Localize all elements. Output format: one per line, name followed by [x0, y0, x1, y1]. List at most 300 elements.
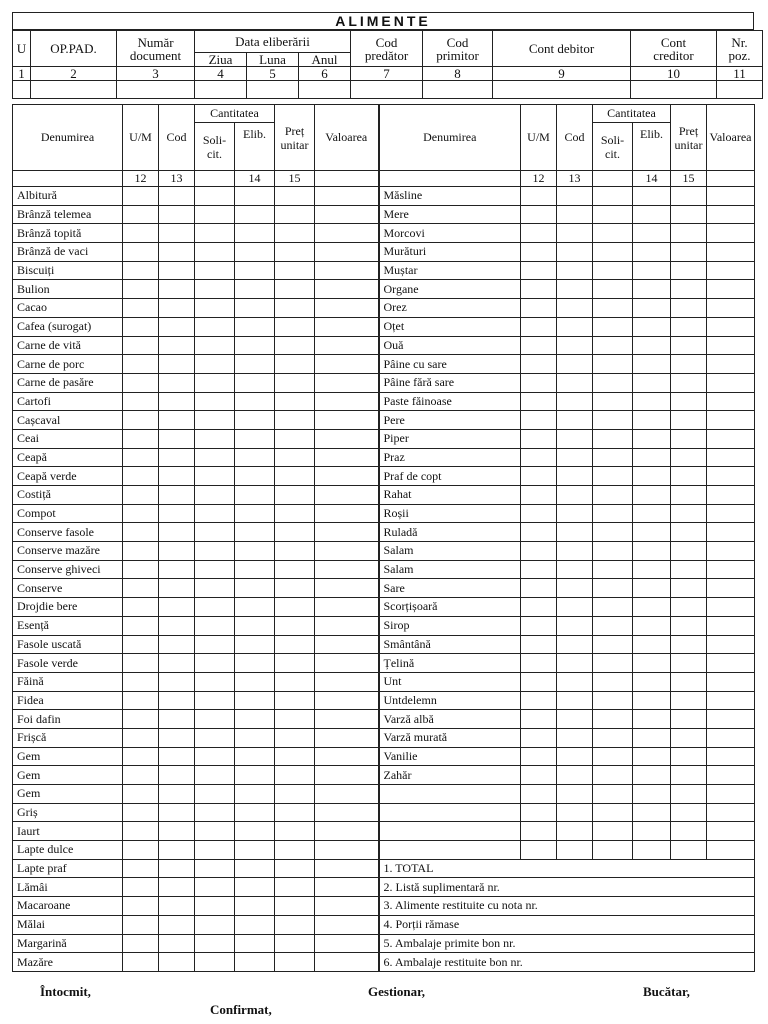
entry-cell[interactable]	[633, 355, 671, 374]
entry-cell[interactable]	[557, 728, 593, 747]
entry-cell[interactable]	[235, 187, 275, 206]
entry-cell[interactable]	[633, 392, 671, 411]
entry-cell[interactable]	[315, 710, 379, 729]
entry-cell[interactable]	[557, 542, 593, 561]
entry-cell[interactable]	[671, 635, 707, 654]
entry-cell[interactable]	[275, 803, 315, 822]
entry-cell[interactable]	[195, 542, 235, 561]
entry-cell[interactable]	[123, 355, 159, 374]
entry-cell[interactable]	[235, 841, 275, 860]
entry-cell[interactable]	[275, 579, 315, 598]
entry-cell[interactable]	[707, 598, 755, 617]
entry-cell[interactable]	[235, 822, 275, 841]
entry-cell[interactable]	[593, 766, 633, 785]
entry-cell[interactable]	[159, 747, 195, 766]
entry-cell[interactable]	[159, 915, 195, 934]
entry-cell[interactable]	[159, 953, 195, 972]
entry-cell[interactable]	[521, 429, 557, 448]
entry-cell[interactable]	[195, 897, 235, 916]
entry-cell[interactable]	[633, 336, 671, 355]
entry-cell[interactable]	[315, 953, 379, 972]
entry-cell[interactable]	[717, 81, 763, 99]
entry-cell[interactable]	[557, 766, 593, 785]
entry-cell[interactable]	[159, 299, 195, 318]
entry-cell[interactable]	[235, 915, 275, 934]
entry-cell[interactable]	[707, 504, 755, 523]
entry-cell[interactable]	[159, 598, 195, 617]
entry-cell[interactable]	[159, 859, 195, 878]
entry-cell[interactable]	[123, 672, 159, 691]
entry-cell[interactable]	[315, 747, 379, 766]
entry-cell[interactable]	[493, 81, 631, 99]
entry-cell[interactable]	[593, 598, 633, 617]
entry-cell[interactable]	[707, 261, 755, 280]
entry-cell[interactable]	[707, 654, 755, 673]
entry-cell[interactable]	[521, 841, 557, 860]
entry-cell[interactable]	[159, 523, 195, 542]
entry-cell[interactable]	[123, 579, 159, 598]
entry-cell[interactable]	[159, 542, 195, 561]
entry-cell[interactable]	[593, 579, 633, 598]
entry-cell[interactable]	[275, 317, 315, 336]
entry-cell[interactable]	[593, 616, 633, 635]
entry-cell[interactable]	[315, 934, 379, 953]
entry-cell[interactable]	[633, 280, 671, 299]
entry-cell[interactable]	[315, 373, 379, 392]
entry-cell[interactable]	[195, 878, 235, 897]
entry-cell[interactable]	[671, 429, 707, 448]
entry-cell[interactable]	[123, 467, 159, 486]
entry-cell[interactable]	[707, 411, 755, 430]
entry-cell[interactable]	[275, 710, 315, 729]
entry-cell[interactable]	[159, 280, 195, 299]
entry-cell[interactable]	[631, 81, 717, 99]
entry-cell[interactable]	[159, 467, 195, 486]
entry-cell[interactable]	[195, 803, 235, 822]
entry-cell[interactable]	[707, 299, 755, 318]
entry-cell[interactable]	[123, 243, 159, 262]
entry-cell[interactable]	[671, 448, 707, 467]
entry-cell[interactable]	[195, 373, 235, 392]
entry-cell[interactable]	[195, 654, 235, 673]
entry-cell[interactable]	[315, 654, 379, 673]
entry-cell[interactable]	[315, 579, 379, 598]
entry-cell[interactable]	[275, 672, 315, 691]
entry-cell[interactable]	[593, 504, 633, 523]
entry-cell[interactable]	[235, 486, 275, 505]
entry-cell[interactable]	[275, 486, 315, 505]
entry-cell[interactable]	[633, 504, 671, 523]
entry-cell[interactable]	[423, 81, 493, 99]
entry-cell[interactable]	[633, 691, 671, 710]
entry-cell[interactable]	[275, 728, 315, 747]
entry-cell[interactable]	[671, 392, 707, 411]
entry-cell[interactable]	[13, 81, 31, 99]
entry-cell[interactable]	[557, 560, 593, 579]
entry-cell[interactable]	[315, 429, 379, 448]
entry-cell[interactable]	[593, 486, 633, 505]
entry-cell[interactable]	[315, 766, 379, 785]
entry-cell[interactable]	[235, 224, 275, 243]
entry-cell[interactable]	[195, 672, 235, 691]
entry-cell[interactable]	[235, 747, 275, 766]
entry-cell[interactable]	[123, 373, 159, 392]
entry-cell[interactable]	[521, 747, 557, 766]
entry-cell[interactable]	[299, 81, 351, 99]
entry-cell[interactable]	[195, 355, 235, 374]
entry-cell[interactable]	[671, 355, 707, 374]
entry-cell[interactable]	[275, 280, 315, 299]
entry-cell[interactable]	[671, 766, 707, 785]
entry-cell[interactable]	[557, 504, 593, 523]
entry-cell[interactable]	[195, 336, 235, 355]
entry-cell[interactable]	[235, 523, 275, 542]
entry-cell[interactable]	[159, 822, 195, 841]
entry-cell[interactable]	[275, 953, 315, 972]
entry-cell[interactable]	[557, 224, 593, 243]
entry-cell[interactable]	[235, 542, 275, 561]
entry-cell[interactable]	[593, 635, 633, 654]
entry-cell[interactable]	[159, 672, 195, 691]
entry-cell[interactable]	[195, 859, 235, 878]
entry-cell[interactable]	[159, 243, 195, 262]
entry-cell[interactable]	[593, 691, 633, 710]
entry-cell[interactable]	[275, 635, 315, 654]
entry-cell[interactable]	[235, 878, 275, 897]
entry-cell[interactable]	[195, 747, 235, 766]
entry-cell[interactable]	[521, 336, 557, 355]
entry-cell[interactable]	[123, 336, 159, 355]
entry-cell[interactable]	[195, 579, 235, 598]
entry-cell[interactable]	[275, 897, 315, 916]
entry-cell[interactable]	[275, 654, 315, 673]
entry-cell[interactable]	[557, 785, 593, 804]
entry-cell[interactable]	[123, 915, 159, 934]
entry-cell[interactable]	[521, 616, 557, 635]
entry-cell[interactable]	[707, 448, 755, 467]
entry-cell[interactable]	[707, 822, 755, 841]
entry-cell[interactable]	[557, 654, 593, 673]
entry-cell[interactable]	[633, 261, 671, 280]
entry-cell[interactable]	[275, 878, 315, 897]
entry-cell[interactable]	[707, 317, 755, 336]
entry-cell[interactable]	[275, 373, 315, 392]
entry-cell[interactable]	[557, 486, 593, 505]
entry-cell[interactable]	[235, 691, 275, 710]
entry-cell[interactable]	[671, 785, 707, 804]
entry-cell[interactable]	[315, 897, 379, 916]
entry-cell[interactable]	[521, 392, 557, 411]
entry-cell[interactable]	[633, 654, 671, 673]
entry-cell[interactable]	[593, 710, 633, 729]
entry-cell[interactable]	[123, 205, 159, 224]
entry-cell[interactable]	[707, 486, 755, 505]
entry-cell[interactable]	[315, 560, 379, 579]
entry-cell[interactable]	[557, 841, 593, 860]
entry-cell[interactable]	[521, 672, 557, 691]
entry-cell[interactable]	[315, 392, 379, 411]
entry-cell[interactable]	[633, 429, 671, 448]
entry-cell[interactable]	[275, 859, 315, 878]
entry-cell[interactable]	[557, 187, 593, 206]
entry-cell[interactable]	[593, 467, 633, 486]
entry-cell[interactable]	[235, 560, 275, 579]
entry-cell[interactable]	[275, 448, 315, 467]
entry-cell[interactable]	[195, 841, 235, 860]
entry-cell[interactable]	[123, 486, 159, 505]
entry-cell[interactable]	[671, 299, 707, 318]
entry-cell[interactable]	[633, 187, 671, 206]
entry-cell[interactable]	[593, 187, 633, 206]
entry-cell[interactable]	[123, 280, 159, 299]
entry-cell[interactable]	[123, 598, 159, 617]
entry-cell[interactable]	[593, 336, 633, 355]
entry-cell[interactable]	[159, 635, 195, 654]
entry-cell[interactable]	[633, 822, 671, 841]
entry-cell[interactable]	[633, 411, 671, 430]
entry-cell[interactable]	[557, 205, 593, 224]
entry-cell[interactable]	[707, 373, 755, 392]
entry-cell[interactable]	[557, 373, 593, 392]
entry-cell[interactable]	[275, 822, 315, 841]
entry-cell[interactable]	[159, 691, 195, 710]
entry-cell[interactable]	[521, 560, 557, 579]
entry-cell[interactable]	[275, 766, 315, 785]
entry-cell[interactable]	[593, 841, 633, 860]
entry-cell[interactable]	[593, 747, 633, 766]
entry-cell[interactable]	[557, 691, 593, 710]
entry-cell[interactable]	[315, 317, 379, 336]
entry-cell[interactable]	[671, 504, 707, 523]
entry-cell[interactable]	[707, 747, 755, 766]
entry-cell[interactable]	[235, 261, 275, 280]
entry-cell[interactable]	[159, 355, 195, 374]
entry-cell[interactable]	[195, 822, 235, 841]
entry-cell[interactable]	[521, 654, 557, 673]
entry-cell[interactable]	[123, 953, 159, 972]
entry-cell[interactable]	[593, 429, 633, 448]
entry-cell[interactable]	[195, 205, 235, 224]
entry-cell[interactable]	[351, 81, 423, 99]
entry-cell[interactable]	[235, 243, 275, 262]
entry-cell[interactable]	[671, 579, 707, 598]
entry-cell[interactable]	[123, 710, 159, 729]
entry-cell[interactable]	[707, 243, 755, 262]
entry-cell[interactable]	[315, 542, 379, 561]
entry-cell[interactable]	[671, 486, 707, 505]
entry-cell[interactable]	[521, 822, 557, 841]
entry-cell[interactable]	[195, 934, 235, 953]
entry-cell[interactable]	[671, 280, 707, 299]
entry-cell[interactable]	[275, 243, 315, 262]
entry-cell[interactable]	[315, 822, 379, 841]
entry-cell[interactable]	[315, 598, 379, 617]
entry-cell[interactable]	[159, 261, 195, 280]
entry-cell[interactable]	[195, 299, 235, 318]
entry-cell[interactable]	[521, 691, 557, 710]
entry-cell[interactable]	[593, 560, 633, 579]
entry-cell[interactable]	[707, 467, 755, 486]
entry-cell[interactable]	[275, 598, 315, 617]
entry-cell[interactable]	[123, 523, 159, 542]
entry-cell[interactable]	[315, 243, 379, 262]
entry-cell[interactable]	[159, 560, 195, 579]
entry-cell[interactable]	[123, 878, 159, 897]
entry-cell[interactable]	[123, 654, 159, 673]
entry-cell[interactable]	[235, 504, 275, 523]
entry-cell[interactable]	[671, 373, 707, 392]
entry-cell[interactable]	[593, 205, 633, 224]
entry-cell[interactable]	[593, 317, 633, 336]
entry-cell[interactable]	[593, 803, 633, 822]
entry-cell[interactable]	[159, 654, 195, 673]
entry-cell[interactable]	[31, 81, 117, 99]
entry-cell[interactable]	[593, 261, 633, 280]
entry-cell[interactable]	[123, 897, 159, 916]
entry-cell[interactable]	[521, 766, 557, 785]
entry-cell[interactable]	[235, 429, 275, 448]
entry-cell[interactable]	[521, 579, 557, 598]
entry-cell[interactable]	[159, 486, 195, 505]
entry-cell[interactable]	[235, 467, 275, 486]
entry-cell[interactable]	[593, 243, 633, 262]
entry-cell[interactable]	[671, 710, 707, 729]
entry-cell[interactable]	[593, 411, 633, 430]
entry-cell[interactable]	[195, 317, 235, 336]
entry-cell[interactable]	[521, 728, 557, 747]
entry-cell[interactable]	[315, 523, 379, 542]
entry-cell[interactable]	[557, 261, 593, 280]
entry-cell[interactable]	[633, 467, 671, 486]
entry-cell[interactable]	[633, 616, 671, 635]
entry-cell[interactable]	[315, 728, 379, 747]
entry-cell[interactable]	[123, 766, 159, 785]
entry-cell[interactable]	[159, 187, 195, 206]
entry-cell[interactable]	[195, 467, 235, 486]
entry-cell[interactable]	[671, 224, 707, 243]
entry-cell[interactable]	[633, 635, 671, 654]
entry-cell[interactable]	[671, 187, 707, 206]
entry-cell[interactable]	[707, 728, 755, 747]
entry-cell[interactable]	[593, 299, 633, 318]
entry-cell[interactable]	[315, 635, 379, 654]
entry-cell[interactable]	[195, 560, 235, 579]
entry-cell[interactable]	[315, 224, 379, 243]
entry-cell[interactable]	[521, 710, 557, 729]
entry-cell[interactable]	[671, 822, 707, 841]
entry-cell[interactable]	[275, 336, 315, 355]
entry-cell[interactable]	[195, 187, 235, 206]
entry-cell[interactable]	[195, 486, 235, 505]
entry-cell[interactable]	[195, 81, 247, 99]
entry-cell[interactable]	[521, 205, 557, 224]
entry-cell[interactable]	[593, 728, 633, 747]
entry-cell[interactable]	[235, 317, 275, 336]
entry-cell[interactable]	[593, 672, 633, 691]
entry-cell[interactable]	[633, 448, 671, 467]
entry-cell[interactable]	[123, 859, 159, 878]
entry-cell[interactable]	[123, 224, 159, 243]
entry-cell[interactable]	[315, 841, 379, 860]
entry-cell[interactable]	[557, 355, 593, 374]
entry-cell[interactable]	[235, 635, 275, 654]
entry-cell[interactable]	[123, 747, 159, 766]
entry-cell[interactable]	[593, 822, 633, 841]
entry-cell[interactable]	[195, 448, 235, 467]
entry-cell[interactable]	[315, 467, 379, 486]
entry-cell[interactable]	[633, 785, 671, 804]
entry-cell[interactable]	[275, 523, 315, 542]
entry-cell[interactable]	[593, 392, 633, 411]
entry-cell[interactable]	[123, 187, 159, 206]
entry-cell[interactable]	[557, 467, 593, 486]
entry-cell[interactable]	[315, 803, 379, 822]
entry-cell[interactable]	[633, 299, 671, 318]
entry-cell[interactable]	[275, 691, 315, 710]
entry-cell[interactable]	[195, 953, 235, 972]
entry-cell[interactable]	[557, 822, 593, 841]
entry-cell[interactable]	[521, 504, 557, 523]
entry-cell[interactable]	[707, 336, 755, 355]
entry-cell[interactable]	[159, 766, 195, 785]
entry-cell[interactable]	[159, 785, 195, 804]
entry-cell[interactable]	[593, 785, 633, 804]
entry-cell[interactable]	[195, 616, 235, 635]
entry-cell[interactable]	[123, 261, 159, 280]
entry-cell[interactable]	[593, 542, 633, 561]
entry-cell[interactable]	[123, 728, 159, 747]
entry-cell[interactable]	[633, 373, 671, 392]
entry-cell[interactable]	[195, 224, 235, 243]
entry-cell[interactable]	[195, 598, 235, 617]
entry-cell[interactable]	[633, 803, 671, 822]
entry-cell[interactable]	[707, 803, 755, 822]
entry-cell[interactable]	[275, 467, 315, 486]
entry-cell[interactable]	[235, 654, 275, 673]
entry-cell[interactable]	[557, 392, 593, 411]
entry-cell[interactable]	[235, 598, 275, 617]
entry-cell[interactable]	[521, 467, 557, 486]
entry-cell[interactable]	[315, 486, 379, 505]
entry-cell[interactable]	[235, 336, 275, 355]
entry-cell[interactable]	[315, 691, 379, 710]
entry-cell[interactable]	[275, 915, 315, 934]
entry-cell[interactable]	[557, 448, 593, 467]
entry-cell[interactable]	[521, 523, 557, 542]
entry-cell[interactable]	[235, 355, 275, 374]
entry-cell[interactable]	[671, 317, 707, 336]
entry-cell[interactable]	[195, 710, 235, 729]
entry-cell[interactable]	[315, 336, 379, 355]
entry-cell[interactable]	[195, 429, 235, 448]
entry-cell[interactable]	[707, 392, 755, 411]
entry-cell[interactable]	[633, 542, 671, 561]
entry-cell[interactable]	[633, 598, 671, 617]
entry-cell[interactable]	[557, 672, 593, 691]
entry-cell[interactable]	[315, 859, 379, 878]
entry-cell[interactable]	[557, 635, 593, 654]
entry-cell[interactable]	[633, 728, 671, 747]
entry-cell[interactable]	[159, 429, 195, 448]
entry-cell[interactable]	[159, 728, 195, 747]
entry-cell[interactable]	[235, 299, 275, 318]
entry-cell[interactable]	[315, 187, 379, 206]
entry-cell[interactable]	[195, 243, 235, 262]
entry-cell[interactable]	[671, 467, 707, 486]
entry-cell[interactable]	[671, 841, 707, 860]
entry-cell[interactable]	[235, 859, 275, 878]
entry-cell[interactable]	[123, 785, 159, 804]
